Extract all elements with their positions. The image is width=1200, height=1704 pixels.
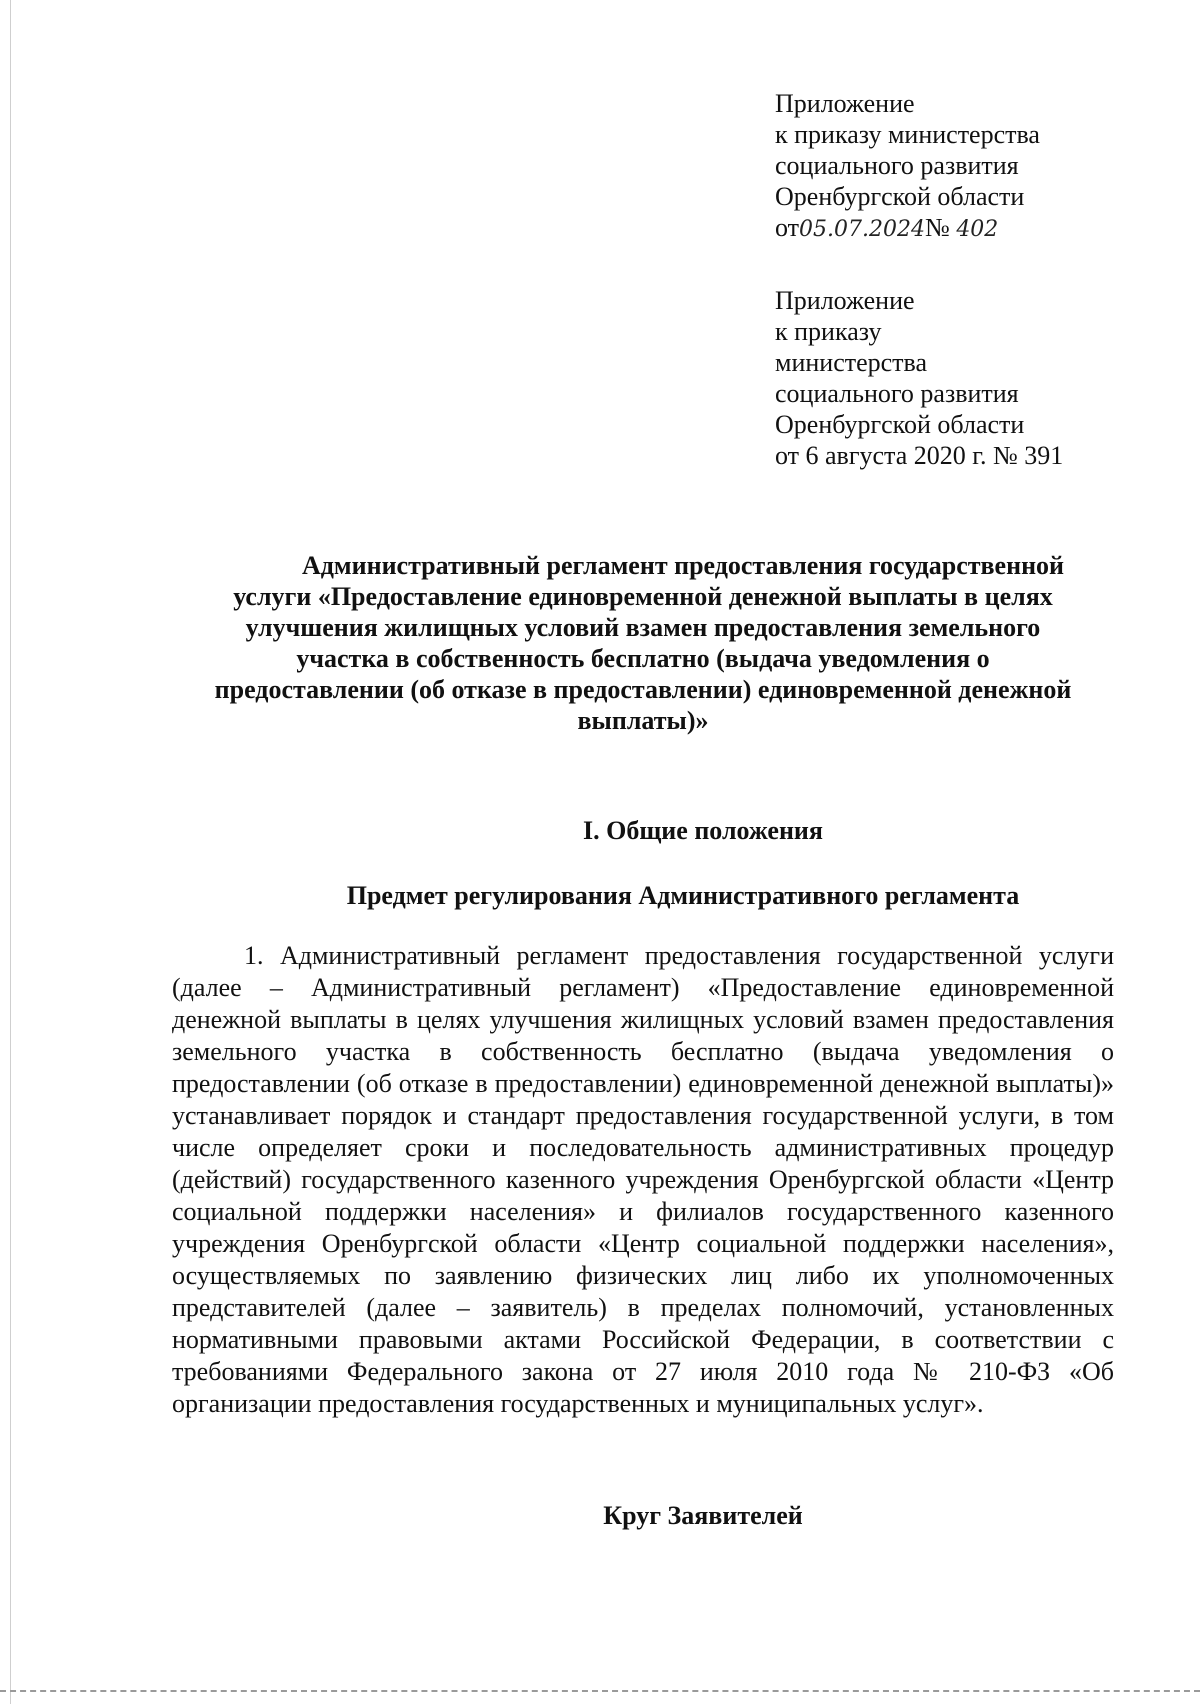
- handwritten-date: 05.07.2024: [799, 217, 925, 242]
- appendix-region-line: Оренбургской области: [775, 410, 1025, 439]
- appendix-order-line: к приказу министерства: [775, 120, 1040, 149]
- appendix-label: Приложение: [775, 89, 915, 118]
- appendix-current-order: [775, 88, 1115, 245]
- subsection-heading: Предмет регулирования Административного регламента: [346, 881, 1020, 910]
- appendix-previous-order: [775, 285, 1115, 471]
- appendix-region-line: Оренбургской области: [775, 182, 1025, 211]
- subsection-heading: Круг Заявителей: [603, 1501, 803, 1530]
- title-line: выплаты)»: [577, 706, 709, 735]
- number-prefix: №: [925, 213, 950, 242]
- title-line: улучшения жилищных условий взамен предоставления земельного: [245, 613, 1041, 642]
- appendix-ministry-line: социального развития: [775, 151, 1019, 180]
- appendix-label: Приложение: [775, 286, 915, 315]
- date-prefix: от: [775, 213, 800, 242]
- appendix-date-line: [775, 212, 1115, 245]
- paragraph: 1. Административный регламент предоставления государственной услуги (далее – Административный регламент) «Предоставление единовременной денежной выплаты в целях улучшения жилищных условий взамен предоставления земельного участка в собственность бесплатно (выдача уведомления о предоставлении (об отказе в предоставлении) единовременной денежной выплаты)» устанавливает порядок и стандарт предоставления государственной услуги, в том числе определяет сроки и последовательность административных процедур (действий) государственного казенного учреждения Оренбургской области «Центр социальной поддержки населения» и филиалов государственного казенного учреждения Оренбургской области «Центр социальной поддержки населения», осуществляемых по заявлению физических лиц либо их уполномоченных представителей (далее – заявитель) в пределах полномочий, установленных нормативными правовыми актами Российской Федерации, в соответствии с требованиями Федерального закона от 27 июля 2010 года № 210-ФЗ «Об организации предоставления государственных и муниципальных услуг».: [172, 941, 1114, 1418]
- handwritten-number: 402: [956, 217, 999, 242]
- appendix-ministry-line: министерства: [775, 348, 928, 377]
- appendix-date-line: от 6 августа 2020 г. № 391: [775, 441, 1064, 470]
- scan-edge-left: [10, 0, 11, 1704]
- scan-edge-bottom: [0, 1690, 1200, 1694]
- title-line: услуги «Предоставление единовременной денежной выплаты в целях: [233, 582, 1053, 611]
- appendix-department-line: социального развития: [775, 379, 1019, 408]
- appendix-order-line: к приказу: [775, 317, 882, 346]
- document-title: [168, 550, 1118, 736]
- title-line: Административный регламент предоставления государственной: [301, 551, 1065, 580]
- title-line: предоставлении (об отказе в предоставлении) единовременной денежной: [214, 675, 1072, 704]
- section-heading: I. Общие положения: [583, 816, 823, 845]
- title-line: участка в собственность бесплатно (выдача уведомления о: [296, 644, 990, 673]
